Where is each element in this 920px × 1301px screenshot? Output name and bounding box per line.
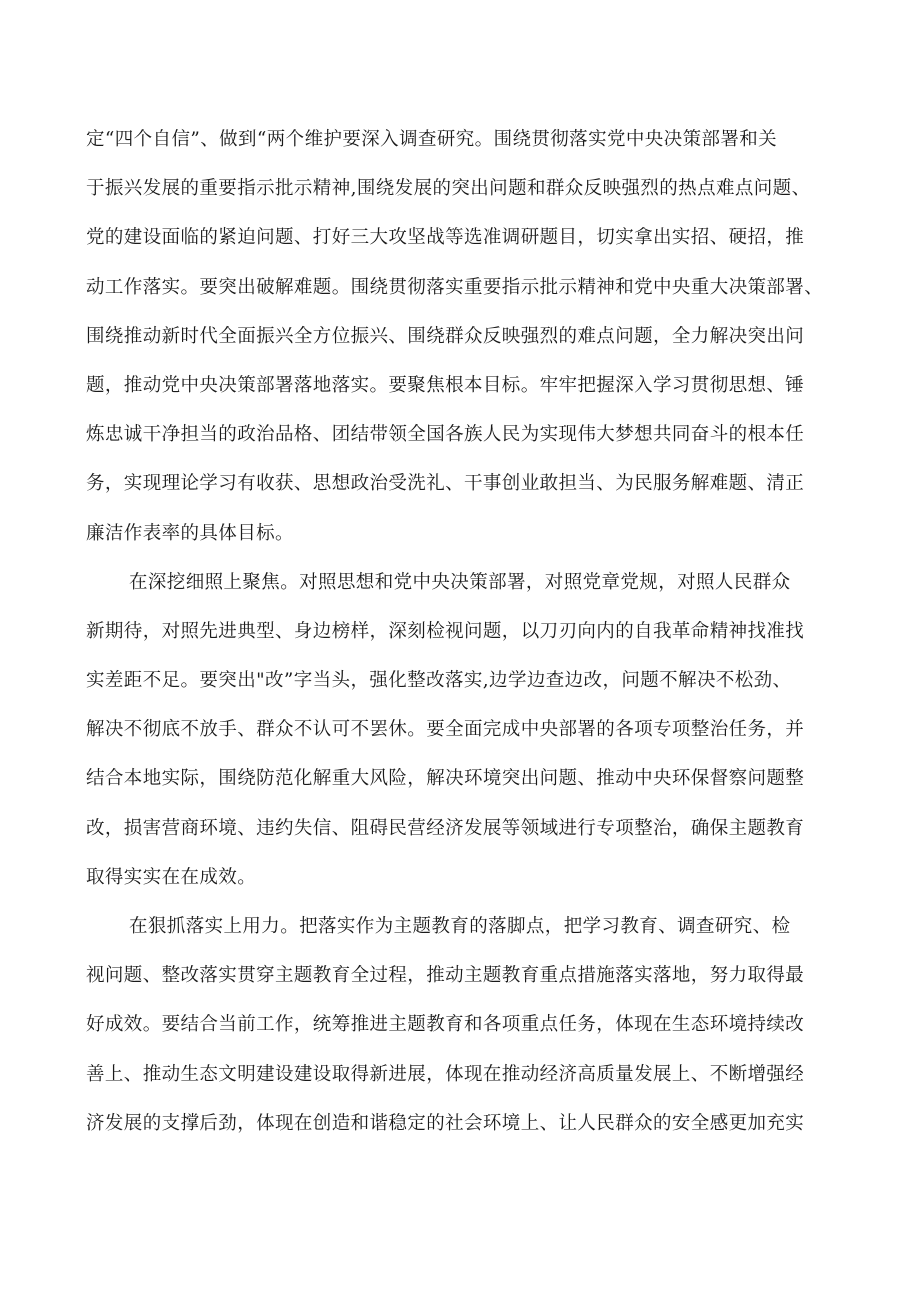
- text-line: 改，损害营商环境、违约失信、阻碍民营经济发展等领域进行专项整治，确保主题教育: [86, 817, 805, 839]
- text-line: 定“四个自信”、做到“两个维护要深入调查研究。围绕贯彻落实党中央决策部署和关: [86, 129, 778, 150]
- text-line: 炼忠诚干净担当的政治品格、团结带领全国各族人民为实现伟大梦想共同奋斗的根本任: [86, 424, 805, 446]
- text-line: 党的建设面临的紧迫问题、打好三大攻坚战等选准调研题目，切实拿出实招、硬招，推: [86, 227, 805, 249]
- text-line: 围绕推动新时代全面振兴全方位振兴、围绕群众反映强烈的难点问题，全力解决突出问: [86, 325, 805, 347]
- paragraph-2: [86, 567, 866, 911]
- text-line: 实差距不足。要突出"改”字当头，强化整改落实,边学边查边改，问题不解决不松劲、: [86, 670, 792, 692]
- paragraph-3: [86, 911, 866, 1157]
- text-line: 结合本地实际，围绕防范化解重大风险，解决环境突出问题、推动中央环保督察问题整: [86, 768, 805, 790]
- text-line: 廉洁作表率的具体目标。: [86, 522, 294, 544]
- text-line: 济发展的支撑后劲，体现在创造和谐稳定的社会环境上、让人民群众的安全感更加充实: [86, 1112, 805, 1134]
- text-line: 题，推动党中央决策部署落地落实。要聚焦根本目标。牢牢把握深入学习贯彻思想、锤: [86, 374, 805, 396]
- text-line: 解决不彻底不放手、群众不认可不罢休。要全面完成中央部署的各项专项整治任务，并: [86, 719, 805, 741]
- text-line: 视问题、整改落实贯穿主题教育全过程，推动主题教育重点措施落实落地，努力取得最: [86, 965, 805, 987]
- text-line: 善上、推动生态文明建设建设取得新进展，体现在推动经济高质量发展上、不断增强经: [86, 1063, 805, 1085]
- text-line: 取得实实在在成效。: [86, 866, 257, 888]
- text-line: 于振兴发展的重要指示批示精神,围绕发展的突出问题和群众反映强烈的热点难点问题、: [86, 178, 811, 200]
- text-line: 新期待，对照先进典型、身边榜样，深刻检视问题，以刀刃向内的自我革命精神找准找: [86, 620, 805, 642]
- text-line: 好成效。要结合当前工作，统筹推进主题教育和各项重点任务，体现在生态环境持续改: [86, 1014, 805, 1036]
- paragraph-1: [86, 124, 866, 567]
- document-body: [86, 124, 866, 1157]
- text-line-first: 在深挖细照上聚焦。对照思想和党中央决策部署，对照党章党规，对照人民群众: [129, 571, 791, 593]
- text-line: 务，实现理论学习有收获、思想政治受洗礼、干事创业敢担当、为民服务解难题、清正: [86, 473, 805, 495]
- text-line-first: 在狠抓落实上用力。把落实作为主题教育的落脚点，把学习教育、调查研究、检: [129, 916, 791, 937]
- text-line: 动工作落实。要突出破解难题。围绕贯彻落实重要指示批示精神和党中央重大决策部署、: [86, 276, 824, 298]
